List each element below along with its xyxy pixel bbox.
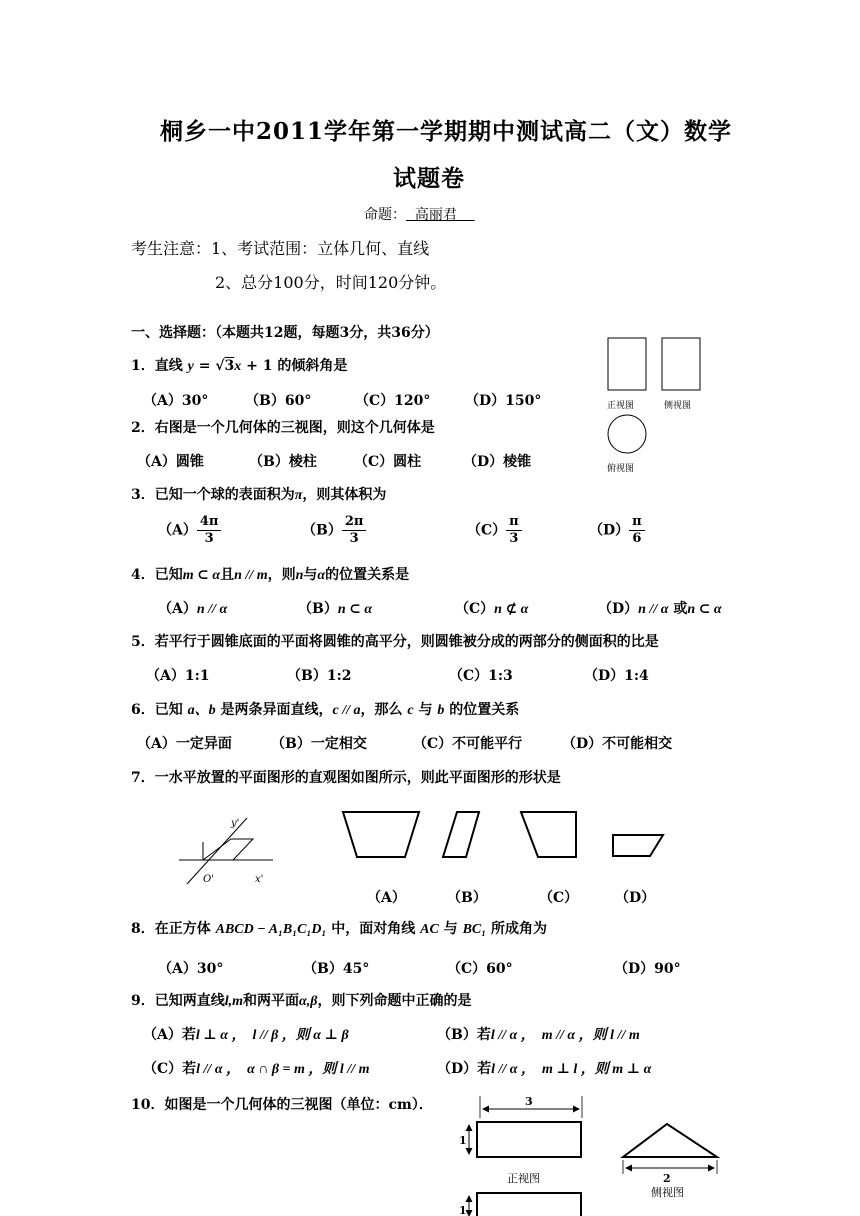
q1-eq: = [193,358,216,374]
q1-text-pre: 1．直线 [131,358,188,374]
q7-shape-c-right-trapezoid [521,812,576,857]
q4-d-math-1: n // α [638,602,669,617]
q4-a-math: n // α [196,602,228,617]
q8-text-pre: 8．在正方体 [131,921,216,937]
q7-y-label: y' [231,818,240,829]
q4-c-label: （C） [455,601,495,617]
q9-text-post: ，则下列命题中正确的是 [317,993,472,1009]
q9-text-pre: 9．已知两直线 [131,993,225,1009]
q4-b-math: n ⊂ α [337,602,373,617]
q7-origin-label: O' [203,874,214,885]
q1-option-d: （D）150° [465,393,542,409]
q6-option-c: （C）不可能平行 [413,736,523,752]
q10-three-view-figure [455,1092,730,1216]
q9-c-label: （C）若 [143,1061,197,1077]
q9-a-math: l ⊥ α ， l // β ，则 α ⊥ β [195,1028,349,1043]
author-name: 高丽君 [406,207,475,223]
question-4 [131,564,409,584]
q9-c-math: l // α ， α ∩ β = m ，则 l // m [196,1062,370,1077]
q7-shape-b-parallelogram [443,812,479,857]
q4-text-post: 的位置关系是 [325,567,410,583]
q5-option-c: （C）1:3 [449,668,513,684]
q2-option-d: （D）棱锥 [463,454,532,470]
question-10: 10．如图是一个几何体的三视图（单位：cm）． [131,1097,433,1113]
q9-d-label: （D）若 [437,1061,492,1077]
q6-ab: a、b [187,703,216,718]
q6-text-mid1: 是两条异面直线， [215,702,333,718]
q10-side-label: 侧视图 [651,1186,684,1199]
q3-pi: π [294,488,303,503]
q2-top-view-circle [608,415,646,453]
question-6 [131,699,519,719]
q3-option-b [302,514,366,547]
q7-option-d: （D） [615,890,656,906]
q3-option-a [158,514,221,547]
q3-text-pre: 3．已知一个球的表面积为 [131,487,295,503]
q4-cond-1: m ⊂ α [182,568,221,583]
q3-a-fraction [197,514,222,547]
q6-c: c [407,703,414,718]
q1-option-c: （C）120° [355,393,431,409]
q4-text-pre: 4．已知 [131,567,183,583]
q6-text-mid2: ，那么 [360,702,408,718]
notice-2: 2、总分100分，时间120分钟。 [215,273,447,292]
q9-option-d [437,1058,651,1078]
q7-option-shapes [335,808,675,866]
q3-d-num: π [629,514,645,531]
q3-a-num: 4π [197,514,222,531]
q8-option-d: （D）90° [614,961,681,977]
q3-c-den: 3 [509,531,519,546]
q4-text-mid2: ，则 [267,567,296,583]
q8-option-a: （A）30° [158,961,224,977]
q9-a-label: （A）若 [143,1027,196,1043]
q6-option-a: （A）一定异面 [137,736,232,752]
q1-plus: + 1 [241,358,278,374]
q2-option-b: （B）棱柱 [249,454,317,470]
q3-a-den: 3 [204,531,214,546]
q7-shape-d-trapezoid [613,835,663,856]
q4-cond-2: n // m [234,568,268,583]
q4-d-or: 或 [668,601,688,617]
q2-option-c: （C）圆柱 [354,454,422,470]
q6-option-d: （D）不可能相交 [562,736,673,752]
q6-text-pre: 6．已知 [131,702,188,718]
q2-side-view-rect [662,338,700,390]
q3-a-label: （A） [158,522,197,539]
q1-option-b: （B）60° [245,393,312,409]
q9-option-b [437,1024,640,1044]
q3-d-label: （D） [589,522,630,539]
q3-c-label: （C） [467,522,507,539]
notice-1: 考生注意：1、考试范围：立体几何、直线 [131,239,430,258]
q8-bc1: BC₁ [462,922,487,937]
q4-option-a [158,598,227,618]
q7-option-c: （C） [539,890,579,906]
q10-top-dim-label: 1 [459,1204,467,1216]
q3-d-den: 6 [632,531,642,546]
q4-a-label: （A） [158,601,197,617]
q4-d-label: （D） [598,601,639,617]
q4-c-math: n ⊄ α [494,602,529,617]
q7-parallelogram [203,839,253,860]
q6-text-post: 的位置关系 [444,702,520,718]
q1-option-a: （A）30° [143,393,209,409]
q9-option-c [143,1058,369,1078]
question-7: 7．一水平放置的平面图形的直观图如图所示，则此平面图形的形状是 [131,770,561,786]
q6-text-mid3: 与 [413,702,438,718]
q10-front-view-rect [477,1122,581,1157]
q8-option-b: （B）45° [303,961,370,977]
title-line-1: 桐乡一中2011学年第一学期期中测试高二（文）数学 [160,118,733,145]
title-line-2: 试题卷 [393,165,465,192]
q6-b: b [437,703,445,718]
q9-lm: l,m [224,994,244,1009]
q5-option-a: （A）1:1 [146,668,210,684]
question-5: 5．若平行于圆锥底面的平面将圆锥的高平分，则圆锥被分成的两部分的侧面积的比是 [131,634,659,650]
question-9 [131,990,471,1010]
q9-d-math: l // α ， m ⊥ l ，则 m ⊥ α [491,1062,652,1077]
q5-option-b: （B）1:2 [287,668,352,684]
q3-c-num: π [506,514,522,531]
q1-three: 3 [224,358,235,374]
q9-b-math: l // α ， m // α ，则 l // m [490,1028,640,1043]
q10-side-dim-label: 2 [663,1172,671,1185]
q2-front-label: 正视图 [607,401,635,411]
q4-alpha: α [317,568,326,583]
q7-option-a: （A） [367,890,406,906]
q2-front-view-rect [608,338,646,390]
q9-option-a [143,1024,349,1044]
q4-b-label: （B） [298,601,338,617]
q3-b-den: 3 [349,531,359,546]
q1-x: x [234,359,242,374]
q8-option-c: （C）60° [447,961,513,977]
q1-y: y [187,359,194,374]
q4-d-math-2: n ⊂ α [687,602,722,617]
q10-dim-width-label: 3 [525,1095,533,1108]
q1-text-post: 的倾斜角是 [277,358,348,374]
author-label: 命题： [364,207,406,223]
q2-option-a: （A）圆锥 [137,454,204,470]
q7-option-b: （B） [447,890,487,906]
q7-x-label: x' [255,874,264,885]
q7-oblique-figure [175,812,285,887]
q1-radical: √ [215,358,225,374]
q3-d-fraction [629,514,645,547]
q10-dim-height-label: 1 [459,1134,467,1147]
question-3 [131,484,386,504]
q2-top-label: 俯视图 [607,464,635,473]
q3-text-post: ，则其体积为 [302,487,387,503]
author-line [364,204,475,224]
q8-text-mid2: 与 [438,921,463,937]
q8-text-post: 所成角为 [486,921,547,937]
q10-side-view-triangle [623,1124,717,1157]
q3-option-c [467,514,522,547]
q4-n: n [295,568,304,583]
q9-alpha-beta: α,β [299,994,318,1009]
q2-three-view-figure [600,333,710,473]
q3-b-num: 2π [342,514,367,531]
q4-option-b [298,598,372,618]
q3-c-fraction [506,514,522,547]
q4-option-c [455,598,528,618]
q7-shape-a-trapezoid [343,812,419,857]
q3-option-d [589,514,645,547]
q8-text-mid1: 中，面对角线 [326,921,421,937]
q2-side-label: 侧视图 [664,401,692,411]
q9-b-label: （B）若 [437,1027,491,1043]
q3-b-label: （B） [302,522,342,539]
q4-text-mid1: 且 [220,567,235,583]
q4-text-mid3: 与 [303,567,318,583]
q9-text-mid: 和两平面 [243,993,300,1009]
q8-ac: AC [420,922,439,937]
q8-cube: ABCD − A₁B₁C₁D₁ [215,922,327,937]
q3-b-fraction [342,514,367,547]
q10-front-label: 正视图 [507,1172,540,1185]
question-8 [131,918,547,938]
q4-option-d [598,598,722,618]
q10-top-view-rect [477,1193,581,1216]
q6-ca: c // a [332,703,361,718]
section-heading: 一、选择题：（本题共12题，每题3分，共36分） [131,325,439,341]
q6-option-b: （B）一定相交 [271,736,367,752]
question-2: 2．右图是一个几何体的三视图，则这个几何体是 [131,420,435,436]
q5-option-d: （D）1:4 [584,668,649,684]
question-1 [131,355,347,375]
